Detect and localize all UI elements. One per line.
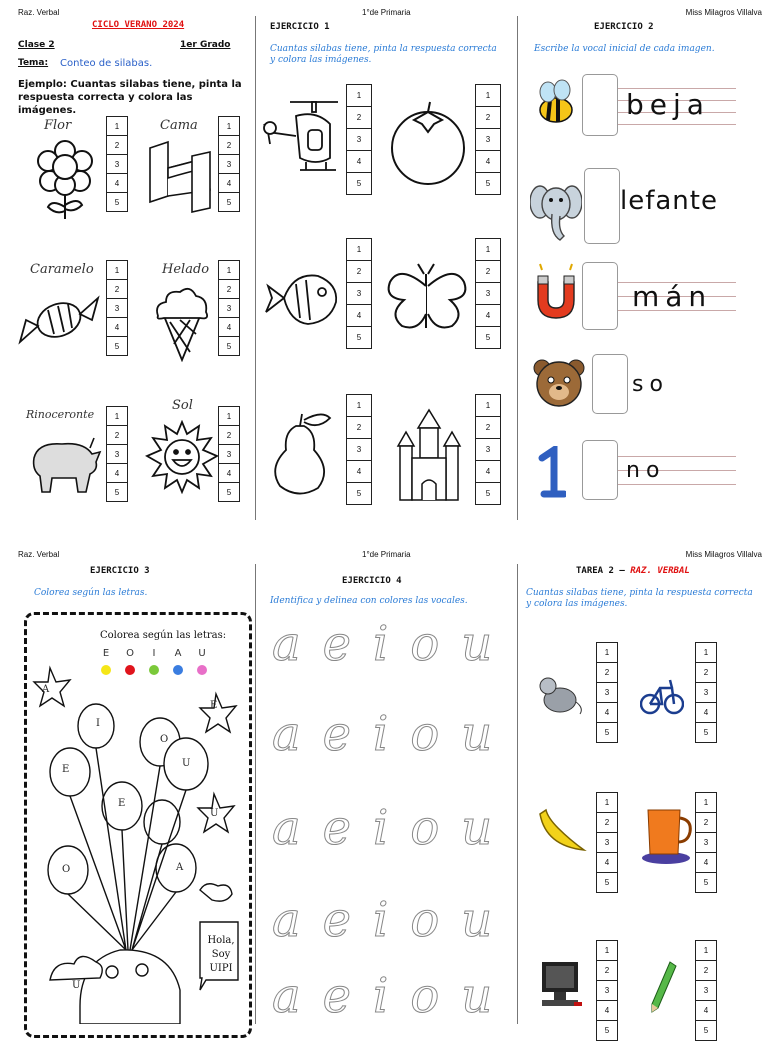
writing-line: [618, 456, 736, 457]
syllable-option[interactable]: 1: [597, 941, 618, 961]
syllable-option[interactable]: 5: [696, 1021, 717, 1041]
helicopter-icon: [260, 96, 344, 182]
syllable-option[interactable]: 4: [597, 853, 618, 873]
syllable-option[interactable]: 2: [597, 813, 618, 833]
castle-icon: [392, 406, 466, 502]
syllable-option[interactable]: 1: [107, 117, 128, 136]
answer-box[interactable]: [584, 168, 620, 244]
syllable-option[interactable]: 2: [107, 136, 128, 155]
bear-icon: [532, 356, 586, 410]
syllable-option[interactable]: 3: [476, 283, 501, 305]
syllable-option[interactable]: 3: [219, 299, 240, 318]
writing-line: [618, 124, 736, 125]
syllable-option[interactable]: 1: [696, 793, 717, 813]
rhino-icon: [28, 428, 102, 498]
word-label: Sol: [172, 398, 193, 413]
candy-icon: [18, 290, 100, 350]
balloon-letter[interactable]: U: [210, 808, 219, 819]
homework-title: [576, 566, 690, 576]
class-number: Clase 2: [18, 40, 55, 50]
syllable-option[interactable]: 5: [107, 483, 128, 502]
bed-icon: [144, 138, 214, 213]
syllable-option[interactable]: 2: [219, 426, 240, 445]
balloon-letter[interactable]: O: [62, 864, 71, 875]
number-one-icon: [536, 446, 566, 498]
butterfly-icon: [384, 262, 470, 338]
cycle-title: CICLO VERANO 2024: [92, 20, 185, 30]
syllable-option[interactable]: 2: [476, 107, 501, 129]
syllable-option[interactable]: 2: [696, 813, 717, 833]
syllable-option[interactable]: 3: [107, 445, 128, 464]
syllable-option[interactable]: 4: [347, 461, 372, 483]
syllable-option[interactable]: 3: [107, 299, 128, 318]
tracing-row[interactable]: aeiou: [272, 706, 515, 762]
pencil-icon: [648, 958, 680, 1016]
elephant-icon: [530, 180, 582, 244]
syllable-option[interactable]: 1: [219, 261, 240, 280]
syllable-option[interactable]: 4: [696, 1001, 717, 1021]
syllable-option[interactable]: 5: [476, 483, 501, 505]
mug-icon: [640, 800, 692, 866]
syllable-option[interactable]: 1: [107, 261, 128, 280]
exercise-instruction: Escribe la vocal inicial de cada imagen.: [534, 44, 715, 54]
column-divider: [255, 564, 256, 1024]
banana-icon: [536, 806, 588, 858]
syllable-box: [218, 406, 240, 502]
syllable-option[interactable]: 1: [696, 643, 717, 663]
column-divider: [517, 564, 518, 1024]
word-label: Cama: [160, 118, 198, 133]
word-label: Helado: [162, 262, 210, 277]
computer-icon: [538, 956, 586, 1010]
syllable-option[interactable]: 5: [347, 327, 372, 349]
tracing-row[interactable]: aeiou: [272, 800, 515, 856]
exercise-title: EJERCICIO 4: [342, 576, 402, 586]
exercise-instruction: Cuantas silabas tiene, pinta la respuesta correcta y colora las imágenes.: [526, 588, 753, 609]
syllable-option[interactable]: 4: [597, 1001, 618, 1021]
tomato-icon: [386, 100, 470, 186]
answer-box[interactable]: [582, 440, 618, 500]
ice-cream-icon: [150, 282, 214, 362]
syllable-option[interactable]: 3: [597, 683, 618, 703]
syllable-option[interactable]: 5: [597, 1021, 618, 1041]
bee-icon: [530, 78, 580, 132]
syllable-option[interactable]: 3: [107, 155, 128, 174]
syllable-option[interactable]: 1: [476, 239, 501, 261]
syllable-option[interactable]: 3: [219, 445, 240, 464]
legend-letter: E: [102, 648, 110, 659]
syllable-option[interactable]: 4: [219, 464, 240, 483]
syllable-option[interactable]: 1: [597, 643, 618, 663]
grade-label: 1er Grado: [180, 40, 231, 50]
balloon-letter[interactable]: E: [62, 764, 70, 775]
syllable-option[interactable]: 3: [597, 833, 618, 853]
syllable-option[interactable]: 5: [347, 173, 372, 195]
syllable-box: [346, 84, 372, 195]
syllable-option[interactable]: 4: [696, 853, 717, 873]
syllable-option[interactable]: 3: [476, 129, 501, 151]
syllable-box: [106, 116, 128, 212]
syllable-option[interactable]: 5: [696, 723, 717, 743]
syllable-option[interactable]: 4: [476, 305, 501, 327]
topic-label: Tema:: [18, 58, 49, 68]
syllable-option[interactable]: 2: [347, 417, 372, 439]
word-ending: beja: [626, 88, 710, 121]
syllable-option[interactable]: 5: [219, 337, 240, 356]
tracing-row[interactable]: aeiou: [272, 616, 515, 672]
topic-value: Conteo de silabas.: [60, 58, 153, 69]
syllable-box: [106, 260, 128, 356]
syllable-option[interactable]: 3: [696, 981, 717, 1001]
bicycle-icon: [640, 676, 684, 716]
syllable-box: [475, 394, 501, 505]
syllable-option[interactable]: 5: [219, 193, 240, 212]
exercise-title: EJERCICIO 2: [594, 22, 654, 32]
exercise-instruction: Cuantas silabas tiene, pinta la respuesta correcta y colora las imágenes.: [270, 44, 497, 65]
syllable-option[interactable]: 4: [696, 703, 717, 723]
syllable-option[interactable]: 2: [347, 107, 372, 129]
syllable-option[interactable]: 4: [347, 305, 372, 327]
syllable-option[interactable]: 3: [696, 833, 717, 853]
header-left: Raz. Verbal: [18, 8, 60, 17]
syllable-option[interactable]: 5: [347, 483, 372, 505]
syllable-box: [596, 940, 618, 1041]
syllable-option[interactable]: 3: [219, 155, 240, 174]
syllable-option[interactable]: 2: [219, 136, 240, 155]
syllable-option[interactable]: 4: [219, 174, 240, 193]
syllable-option[interactable]: 1: [347, 395, 372, 417]
syllable-option[interactable]: 4: [107, 318, 128, 337]
syllable-option[interactable]: 1: [347, 85, 372, 107]
syllable-option[interactable]: 1: [219, 117, 240, 136]
tracing-row[interactable]: aeiou: [272, 968, 515, 1024]
syllable-option[interactable]: 2: [597, 663, 618, 683]
syllable-option[interactable]: 1: [476, 395, 501, 417]
example-text: Ejemplo: Cuantas silabas tiene, pinta la respuesta correcta y colora las imágenes.: [18, 79, 242, 116]
legend-letter: O: [126, 648, 134, 659]
syllable-option[interactable]: 3: [347, 129, 372, 151]
syllable-option[interactable]: 2: [476, 417, 501, 439]
word-ending: mán: [632, 280, 713, 313]
header-right: Miss Milagros Villalva: [685, 8, 762, 17]
syllable-box: [596, 642, 618, 743]
syllable-option[interactable]: 5: [219, 483, 240, 502]
legend-letter: A: [174, 648, 182, 659]
balloon-letter[interactable]: A: [176, 862, 184, 873]
syllable-option[interactable]: 2: [696, 961, 717, 981]
syllable-option[interactable]: 2: [696, 663, 717, 683]
tracing-row[interactable]: aeiou: [272, 892, 515, 948]
syllable-box: [346, 394, 372, 505]
syllable-box: [346, 238, 372, 349]
syllable-option[interactable]: 1: [597, 793, 618, 813]
syllable-option[interactable]: 2: [107, 426, 128, 445]
syllable-box: [596, 792, 618, 893]
syllable-option[interactable]: 3: [597, 981, 618, 1001]
syllable-box: [106, 406, 128, 502]
word-label: Caramelo: [30, 262, 94, 277]
syllable-option[interactable]: 5: [107, 337, 128, 356]
syllable-option[interactable]: 2: [597, 961, 618, 981]
legend-title: Colorea según las letras:: [100, 630, 227, 641]
syllable-option[interactable]: 3: [696, 683, 717, 703]
homework-title-subject: RAZ. VERBAL: [630, 566, 690, 576]
header-center: 1°de Primaria: [362, 550, 411, 559]
exercise-instruction: Colorea según las letras.: [34, 588, 148, 598]
word-ending: lefante: [620, 186, 718, 216]
syllable-option[interactable]: 1: [347, 239, 372, 261]
syllable-option[interactable]: 1: [476, 85, 501, 107]
syllable-box: [218, 260, 240, 356]
syllable-option[interactable]: 5: [476, 327, 501, 349]
column-divider: [255, 16, 256, 520]
syllable-option[interactable]: 4: [219, 318, 240, 337]
syllable-option[interactable]: 4: [476, 151, 501, 173]
syllable-option[interactable]: 2: [347, 261, 372, 283]
speech-bubble-text: Hola, Soy UIPI: [207, 935, 235, 974]
magnet-icon: [532, 262, 580, 322]
sun-icon: [145, 420, 219, 494]
syllable-option[interactable]: 1: [219, 407, 240, 426]
syllable-option[interactable]: 1: [107, 407, 128, 426]
column-divider: [517, 16, 518, 520]
balloon-letter[interactable]: E: [210, 700, 218, 711]
legend-letter: I: [152, 648, 156, 659]
legend-letter: U: [198, 648, 206, 659]
exercise-title: EJERCICIO 1: [270, 22, 330, 32]
syllable-option[interactable]: 5: [597, 873, 618, 893]
word-label: Rinoceronte: [26, 408, 95, 421]
syllable-option[interactable]: 5: [476, 173, 501, 195]
syllable-box: [475, 238, 501, 349]
pear-icon: [264, 408, 338, 498]
syllable-box: [218, 116, 240, 212]
syllable-box: [695, 940, 717, 1041]
syllable-option[interactable]: 5: [107, 193, 128, 212]
homework-title-prefix: TAREA 2 –: [576, 566, 631, 576]
mouse-icon: [534, 672, 586, 716]
header-right: Miss Milagros Villalva: [685, 550, 762, 559]
syllable-box: [695, 792, 717, 893]
syllable-option[interactable]: 1: [696, 941, 717, 961]
syllable-option[interactable]: 4: [597, 703, 618, 723]
writing-line: [618, 484, 736, 485]
balloon-letter[interactable]: U: [72, 980, 81, 991]
balloon-letter[interactable]: A: [42, 684, 50, 695]
syllable-option[interactable]: 2: [219, 280, 240, 299]
syllable-option[interactable]: 2: [107, 280, 128, 299]
syllable-option[interactable]: 4: [476, 461, 501, 483]
exercise-title: EJERCICIO 3: [90, 566, 150, 576]
header-left: Raz. Verbal: [18, 550, 60, 559]
syllable-option[interactable]: 3: [347, 439, 372, 461]
balloon-letter[interactable]: O: [160, 734, 169, 745]
syllable-option[interactable]: 3: [347, 283, 372, 305]
word-ending: no: [626, 458, 666, 483]
syllable-box: [475, 84, 501, 195]
syllable-box: [695, 642, 717, 743]
header-center: 1°de Primaria: [362, 8, 411, 17]
exercise-instruction: Identifica y delinea con colores las vocales.: [270, 596, 468, 606]
syllable-option[interactable]: 4: [107, 464, 128, 483]
answer-box[interactable]: [592, 354, 628, 414]
syllable-option[interactable]: 5: [696, 873, 717, 893]
answer-box[interactable]: [582, 74, 618, 136]
answer-box[interactable]: [582, 262, 618, 330]
balloon-letter[interactable]: I: [96, 718, 100, 729]
fish-icon: [264, 262, 340, 332]
flower-icon: [30, 135, 100, 220]
syllable-option[interactable]: 3: [476, 439, 501, 461]
syllable-option[interactable]: 4: [347, 151, 372, 173]
word-ending: so: [632, 372, 669, 397]
balloon-letter[interactable]: E: [118, 798, 126, 809]
syllable-option[interactable]: 2: [476, 261, 501, 283]
syllable-option[interactable]: 4: [107, 174, 128, 193]
word-label: Flor: [44, 118, 72, 133]
balloon-letter[interactable]: U: [182, 758, 191, 769]
syllable-option[interactable]: 5: [597, 723, 618, 743]
